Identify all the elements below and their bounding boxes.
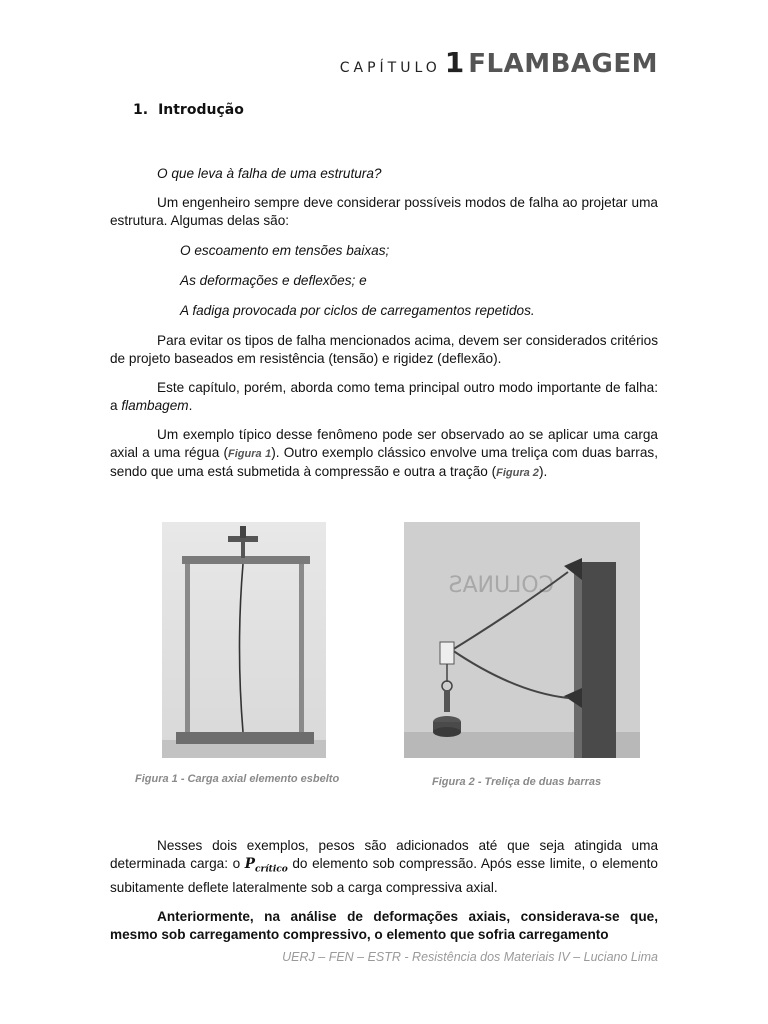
figure-1-image — [162, 522, 326, 758]
chapter-label: CAPÍTULO — [339, 60, 441, 76]
list-item: A fadiga provocada por ciclos de carregamentos repetidos. — [180, 303, 535, 318]
text-block-bottom — [110, 837, 658, 944]
paragraph-axial-deformation: Anteriormente, na análise de deformações axiais, considerava-se que, mesmo sob carregamento compressivo, o elemento que sofria carregamento — [110, 908, 658, 942]
paragraph-failure-modes: Um engenheiro sempre deve considerar possíveis modos de falha ao projetar uma estrutura. Algumas delas são: — [110, 195, 658, 228]
page-footer: UERJ – FEN – ESTR - Resistência dos Materiais IV – Luciano Lima — [282, 950, 658, 964]
paragraph-examples: Um exemplo típico desse fenômeno pode ser observado ao se aplicar uma carga axial a uma régua (Figura 1). Outro exemplo clássico envolve uma treliça com duas barras, sendo que uma está submetida à compressão e outra a tração (Figura 2). — [110, 427, 658, 479]
question-paragraph: O que leva à falha de uma estrutura? — [157, 166, 382, 181]
background-text: COLUNAS — [448, 573, 554, 598]
emphasis-flambagem: flambagem — [121, 398, 189, 413]
paragraph-critical-load: Nesses dois exemplos, pesos são adicionados até que seja atingida uma determinada carga: o $P_{crítico}$ do elemento sob compressão. Após esse limite, o elemento subitamente deflete lateralmente sob a carga compressiva axial. — [110, 838, 658, 895]
paragraph-buckling: Este capítulo, porém, aborda como tema principal outro modo importante de falha: a flambagem. — [110, 380, 658, 413]
chapter-title: FLAMBAGEM — [468, 49, 658, 79]
figure-1-caption: Figura 1 - Carga axial elemento esbelto — [135, 773, 340, 785]
p-critico-symbol: $P_{crítico}$ — [244, 856, 288, 875]
list-item: As deformações e deflexões; e — [180, 273, 367, 288]
text-block-top — [110, 165, 658, 482]
list-item: O escoamento em tensões baixas; — [180, 243, 390, 258]
paragraph-criteria: Para evitar os tipos de falha mencionados acima, devem ser considerados critérios de projeto baseados em resistência (tensão) e rigidez (deflexão). — [110, 333, 658, 366]
section-heading — [133, 102, 244, 118]
chapter-number: 1 — [444, 46, 465, 79]
chapter-header — [340, 46, 658, 79]
figure-1-reference[interactable]: Figura 1 — [228, 448, 272, 460]
figure-2-image — [404, 522, 640, 758]
figure-2-reference[interactable]: Figura 2 — [496, 467, 539, 479]
section-title: Introdução — [158, 102, 244, 118]
section-number: 1. — [133, 102, 149, 118]
figure-2-caption: Figura 2 - Treliça de duas barras — [432, 776, 602, 788]
